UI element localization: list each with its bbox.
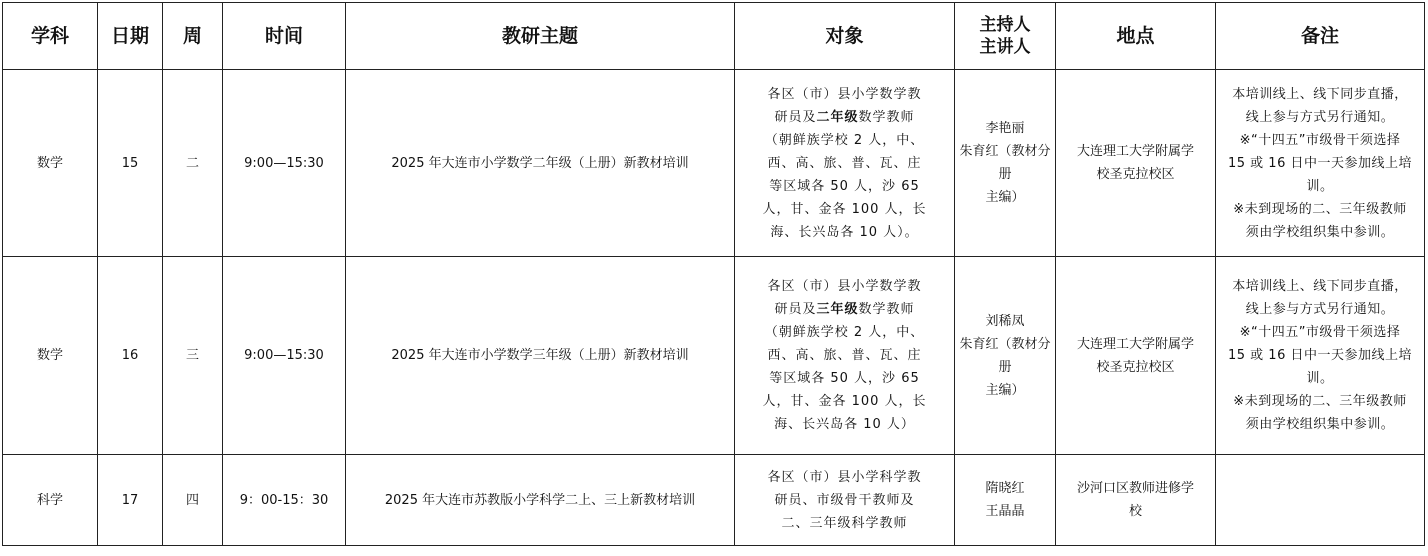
cell-target <box>735 257 955 455</box>
target-line <box>739 106 950 129</box>
remarks-line: 15 或 16 日中一天参加线上培 <box>1228 348 1412 363</box>
table-row <box>3 257 1425 455</box>
header-row <box>3 3 1425 70</box>
cell-time: 9：00-15：30 <box>223 455 346 546</box>
cell-weekday: 二 <box>163 70 223 257</box>
host-line: 主编） <box>985 382 1025 398</box>
header-weekday: 周 <box>163 3 223 70</box>
target-line: 各区（市）县小学数学教 <box>767 86 922 102</box>
target-text: 数学教师 <box>858 302 915 317</box>
header-host-line-2: 主讲人 <box>979 37 1031 57</box>
target-text: 数学教师 <box>858 109 915 125</box>
header-remarks: 备注 <box>1216 3 1425 70</box>
cell-host <box>955 455 1056 546</box>
cell-weekday: 四 <box>163 455 223 546</box>
location-line: 大连理工大学附属学 <box>1076 144 1194 159</box>
cell-location <box>1056 257 1216 455</box>
cell-topic: 2025 年大连市小学数学三年级（上册）新教材培训 <box>346 257 735 455</box>
target-line: （朝鲜族学校 2 人，中、 <box>764 325 925 340</box>
table-row <box>3 455 1425 546</box>
target-line: 人，甘、金各 100 人，长 <box>762 394 927 409</box>
location-line: 沙河口区教师进修学 <box>1076 481 1194 496</box>
cell-date: 15 <box>98 70 163 257</box>
target-text: 研员及 <box>774 109 817 125</box>
target-line: （朝鲜族学校 2 人，中、 <box>764 132 925 148</box>
cell-weekday: 三 <box>163 257 223 455</box>
cell-topic: 2025 年大连市小学数学二年级（上册）新教材培训 <box>346 70 735 257</box>
header-target: 对象 <box>735 3 955 70</box>
target-line: 人，甘、金各 100 人，长 <box>762 201 927 217</box>
cell-target <box>735 70 955 257</box>
cell-location <box>1056 70 1216 257</box>
cell-time: 9:00—15:30 <box>223 257 346 455</box>
target-grade-emphasis: 二年级 <box>816 109 859 125</box>
host-line: 刘稀凤 <box>985 313 1025 329</box>
remarks-line: 15 或 16 日中一天参加线上培 <box>1228 155 1412 171</box>
target-line: 等区域各 50 人，沙 65 <box>769 371 920 386</box>
remarks-line: ※“十四五”市级骨干须选择 <box>1239 325 1401 340</box>
remarks-line: 线上参与方式另行通知。 <box>1245 302 1395 317</box>
target-line: 各区（市）县小学数学教 <box>767 279 922 294</box>
table-row <box>3 70 1425 257</box>
cell-location <box>1056 455 1216 546</box>
remarks-line: 训。 <box>1306 178 1334 194</box>
remarks-line: ※“十四五”市级骨干须选择 <box>1239 132 1401 148</box>
header-subject: 学科 <box>3 3 98 70</box>
cell-subject: 数学 <box>3 257 98 455</box>
cell-time: 9:00—15:30 <box>223 70 346 257</box>
location-line: 校 <box>1128 504 1142 519</box>
remarks-line: 须由学校组织集中参训。 <box>1245 224 1395 240</box>
header-location: 地点 <box>1056 3 1216 70</box>
header-host <box>955 3 1056 70</box>
cell-remarks <box>1216 70 1425 257</box>
target-text: 研员及 <box>774 302 817 317</box>
cell-date: 16 <box>98 257 163 455</box>
cell-date: 17 <box>98 455 163 546</box>
remarks-line: 线上参与方式另行通知。 <box>1245 109 1395 125</box>
target-line: 等区域各 50 人，沙 65 <box>769 178 920 194</box>
target-grade-emphasis: 三年级 <box>816 302 859 317</box>
remarks-line: 须由学校组织集中参训。 <box>1245 417 1395 432</box>
location-line: 大连理工大学附属学 <box>1076 336 1194 352</box>
target-line: 西、高、旅、普、瓦、庄 <box>767 348 922 363</box>
training-schedule-table <box>2 2 1425 546</box>
cell-subject: 科学 <box>3 455 98 546</box>
target-line: 海、长兴岛各 10 人） <box>774 417 915 432</box>
header-date: 日期 <box>98 3 163 70</box>
header-time: 时间 <box>223 3 346 70</box>
cell-subject: 数学 <box>3 70 98 257</box>
target-line: 西、高、旅、普、瓦、庄 <box>767 155 922 171</box>
remarks-line: 本培训线上、线下同步直播， <box>1232 279 1408 294</box>
cell-remarks <box>1216 455 1425 546</box>
host-line: 王晶晶 <box>985 504 1025 519</box>
header-host-line-1: 主持人 <box>979 15 1031 35</box>
target-line: 各区（市）县小学科学教 <box>767 469 922 485</box>
target-line: 研员、市级骨干教师及 <box>774 492 915 508</box>
header-topic: 教研主题 <box>346 3 735 70</box>
host-line: 朱育红（教材分册 <box>959 144 1051 182</box>
cell-host <box>955 70 1056 257</box>
host-line: 朱育红（教材分册 <box>959 336 1051 375</box>
host-line: 李艳丽 <box>985 121 1025 136</box>
target-line <box>739 298 950 321</box>
remarks-line: ※未到现场的二、三年级教师 <box>1233 201 1407 217</box>
cell-topic: 2025 年大连市苏教版小学科学二上、三上新教材培训 <box>346 455 735 546</box>
cell-host <box>955 257 1056 455</box>
target-line: 海、长兴岛各 10 人）。 <box>770 224 919 240</box>
remarks-line: ※未到现场的二、三年级教师 <box>1233 394 1407 409</box>
remarks-line: 本培训线上、线下同步直播， <box>1232 86 1408 102</box>
cell-target <box>735 455 955 546</box>
remarks-line: 训。 <box>1306 371 1334 386</box>
cell-remarks <box>1216 257 1425 455</box>
location-line: 校圣克拉校区 <box>1096 359 1175 375</box>
target-line: 二、三年级科学教师 <box>781 515 908 531</box>
host-line: 主编） <box>985 190 1025 205</box>
location-line: 校圣克拉校区 <box>1096 167 1175 182</box>
host-line: 隋晓红 <box>985 481 1025 496</box>
